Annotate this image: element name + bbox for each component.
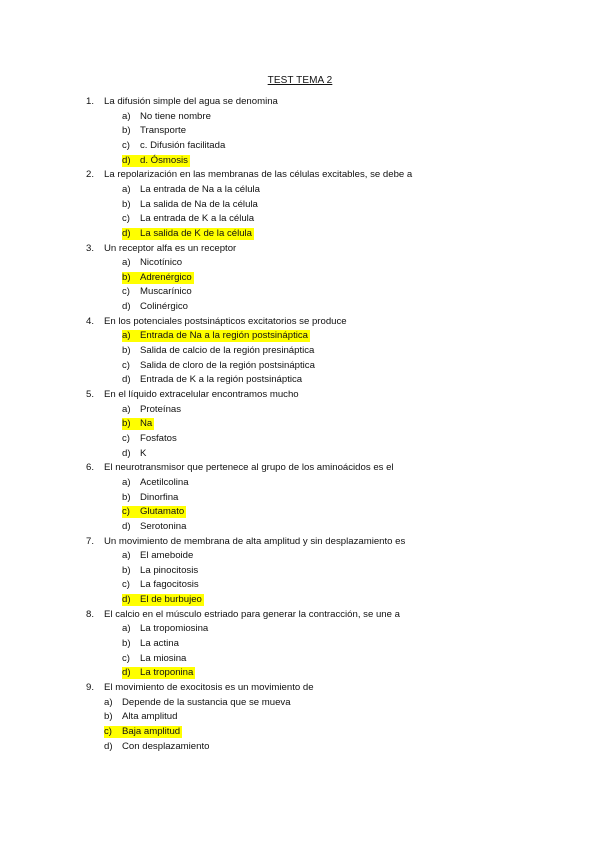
option-text: Entrada de K a la región postsináptica bbox=[140, 374, 303, 386]
option-text: Baja amplitud bbox=[122, 725, 181, 737]
option-letter: d) bbox=[122, 154, 131, 166]
option-text: Alta amplitud bbox=[122, 711, 178, 723]
option-letter: d) bbox=[122, 594, 131, 606]
option-text: El ameboide bbox=[140, 550, 194, 562]
option-letter: d) bbox=[122, 301, 131, 313]
option-text: La entrada de K a la célula bbox=[140, 213, 255, 225]
option-text: La actina bbox=[140, 638, 179, 650]
question-text: En el líquido extracelular encontramos mucho bbox=[104, 389, 299, 400]
option-letter: a) bbox=[122, 403, 131, 415]
question-text: Un movimiento de membrana de alta amplitud y sin desplazamiento es bbox=[104, 535, 406, 547]
question-text: El calcio en el músculo estriado para generar la contracción, se une a bbox=[104, 608, 400, 620]
question-number: 2. bbox=[85, 169, 94, 181]
question-number: 9. bbox=[85, 682, 94, 693]
question-number: 4. bbox=[85, 315, 94, 327]
option-text: La pinocitosis bbox=[140, 564, 199, 576]
option-text: La salida de Na de la célula bbox=[140, 198, 258, 210]
option-letter: d) bbox=[122, 520, 131, 532]
option-letter: d) bbox=[104, 740, 113, 752]
option-letter: d) bbox=[122, 667, 131, 679]
option-letter: c) bbox=[122, 286, 130, 298]
option-letter: a) bbox=[122, 330, 131, 342]
option-text: Nicotínico bbox=[140, 257, 183, 269]
option-text: La troponina bbox=[140, 667, 194, 679]
option-letter: a) bbox=[122, 476, 131, 488]
question-number: 3. bbox=[85, 242, 94, 254]
question-text: En los potenciales postsinápticos excitatorios se produce bbox=[104, 315, 347, 327]
option-text: Salida de cloro de la región postsináptica bbox=[140, 359, 315, 371]
option-text: Serotonina bbox=[140, 520, 187, 532]
page-title: TEST TEMA 2 bbox=[267, 75, 333, 86]
option-letter: a) bbox=[122, 257, 131, 269]
option-text: Depende de la sustancia que se mueva bbox=[122, 696, 291, 708]
option-letter: c) bbox=[122, 506, 130, 518]
option-letter: a) bbox=[122, 110, 131, 122]
option-text: La tropomiosina bbox=[140, 623, 209, 635]
option-letter: b) bbox=[122, 564, 131, 576]
option-text: d. Ósmosis bbox=[140, 154, 188, 166]
option-letter: d) bbox=[122, 227, 131, 239]
option-text: Proteínas bbox=[140, 403, 182, 415]
option-letter: b) bbox=[104, 711, 113, 723]
question-text: El movimiento de exocitosis es un movimiento de bbox=[104, 682, 314, 693]
option-text: Con desplazamiento bbox=[122, 740, 210, 752]
option-text: Colinérgico bbox=[140, 301, 188, 313]
option-letter: a) bbox=[104, 696, 113, 708]
option-letter: a) bbox=[122, 183, 131, 195]
option-text: El de burbujeo bbox=[140, 594, 202, 606]
option-text: Acetilcolina bbox=[140, 476, 189, 488]
option-letter: c) bbox=[122, 432, 130, 444]
option-letter: d) bbox=[122, 447, 131, 459]
question-number: 6. bbox=[85, 462, 94, 474]
option-letter: c) bbox=[122, 579, 130, 591]
option-text: Dinorfina bbox=[140, 491, 179, 503]
question-text: La difusión simple del agua se denomina bbox=[104, 96, 278, 107]
option-text: Fosfatos bbox=[140, 432, 177, 444]
option-letter: a) bbox=[122, 550, 131, 562]
option-text: No tiene nombre bbox=[140, 110, 211, 122]
option-text: Muscarínico bbox=[140, 286, 192, 298]
option-letter: a) bbox=[122, 623, 131, 635]
option-text: Na bbox=[140, 418, 153, 430]
option-letter: b) bbox=[122, 491, 131, 503]
option-text: Transporte bbox=[140, 125, 187, 137]
question-text: Un receptor alfa es un receptor bbox=[104, 242, 237, 254]
option-letter: b) bbox=[122, 125, 131, 137]
option-text: Salida de calcio de la región presináptica bbox=[140, 345, 315, 357]
question-number: 8. bbox=[85, 608, 94, 620]
option-text: La entrada de Na a la célula bbox=[140, 183, 261, 195]
option-text: Entrada de Na a la región postsináptica bbox=[140, 330, 308, 342]
option-letter: b) bbox=[122, 638, 131, 650]
option-text: La fagocitosis bbox=[140, 579, 199, 591]
option-letter: b) bbox=[122, 271, 131, 283]
option-text: Adrenérgico bbox=[140, 271, 192, 283]
question-number: 7. bbox=[85, 535, 94, 547]
question-number: 1. bbox=[85, 96, 94, 107]
option-letter: c) bbox=[122, 139, 130, 151]
option-letter: c) bbox=[122, 359, 130, 371]
question-number: 5. bbox=[85, 389, 94, 400]
option-letter: b) bbox=[122, 198, 131, 210]
option-text: La miosina bbox=[140, 652, 187, 664]
question-text: El neurotransmisor que pertenece al grupo de los aminoácidos es el bbox=[104, 462, 394, 474]
option-text: Glutamato bbox=[140, 506, 185, 518]
option-letter: c) bbox=[104, 725, 112, 737]
question-text: La repolarización en las membranas de las células excitables, se debe a bbox=[104, 169, 413, 181]
option-text: La salida de K de la célula bbox=[140, 227, 253, 239]
option-text: K bbox=[140, 447, 147, 459]
option-letter: d) bbox=[122, 374, 131, 386]
option-text: c. Difusión facilitada bbox=[140, 139, 226, 151]
option-letter: b) bbox=[122, 418, 131, 430]
option-letter: b) bbox=[122, 345, 131, 357]
option-letter: c) bbox=[122, 213, 130, 225]
option-letter: c) bbox=[122, 652, 130, 664]
